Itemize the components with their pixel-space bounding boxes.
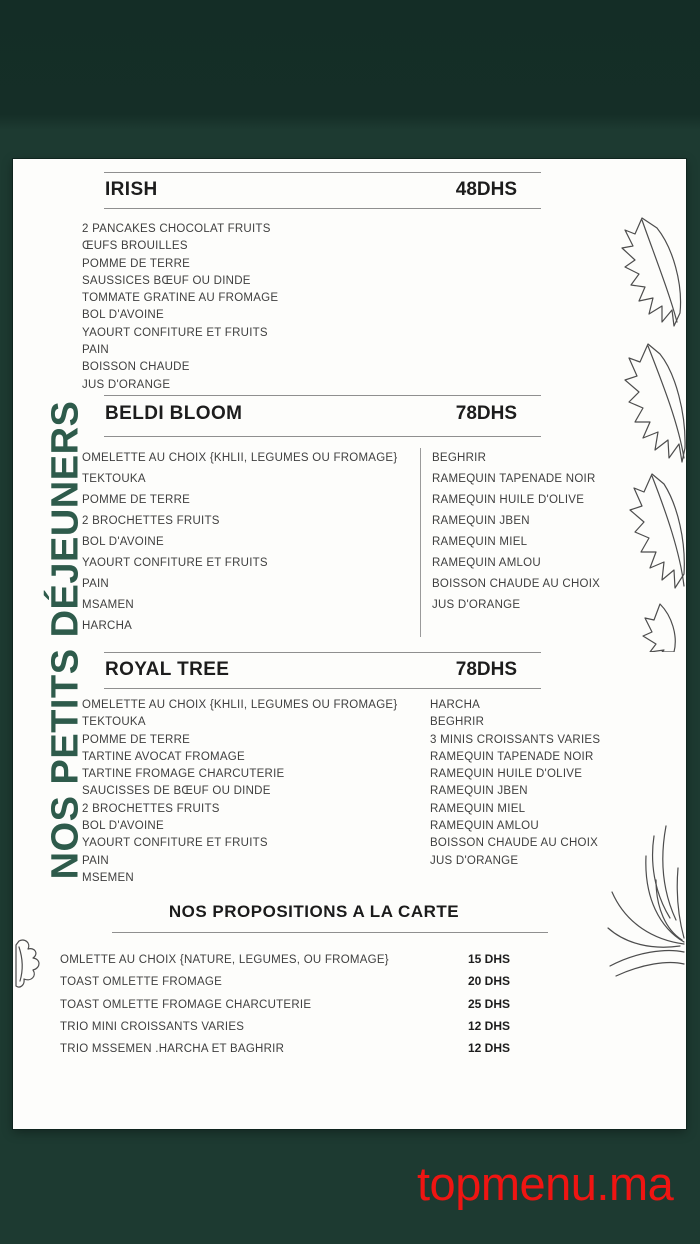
menu-row (60, 1019, 510, 1041)
menu-row-price: 12 DHS (467, 1018, 510, 1033)
rule (104, 208, 541, 209)
rule (104, 436, 541, 437)
menu-item: 2 BROCHETTES FRUITS (82, 802, 220, 815)
grass-sketch-icon (598, 820, 686, 988)
a-la-carte-rows (60, 952, 510, 1063)
section-items-left (82, 448, 397, 637)
menu-row-name: TOAST OMLETTE FROMAGE CHARCUTERIE (60, 998, 312, 1011)
menu-row-name: TRIO MINI CROISSANTS VARIES (60, 1020, 245, 1033)
menu-item: RAMEQUIN TAPENADE NOIR (430, 750, 594, 763)
menu-item: RAMEQUIN JBEN (430, 785, 528, 798)
menu-item: RAMEQUIN MIEL (432, 536, 528, 548)
menu-item: SAUSSICES BŒUF OU DINDE (82, 274, 251, 287)
menu-item: TEKTOUKA (82, 716, 146, 729)
section-items (82, 221, 278, 394)
menu-item: BOISSON CHAUDE AU CHOIX (432, 578, 601, 590)
menu-row-name: TRIO MSSEMEN .HARCHA ET BAGHRIR (60, 1043, 285, 1056)
menu-row-name: OMLETTE AU CHOIX {NATURE, LEGUMES, OU FROMAGE} (60, 954, 389, 966)
section-items-right (430, 697, 600, 870)
menu-item: RAMEQUIN JBEN (432, 515, 530, 527)
menu-row (60, 1041, 510, 1063)
menu-item: SAUCISSES DE BŒUF OU DINDE (82, 785, 271, 798)
section-price: 78DHS (455, 403, 517, 424)
small-leaf-icon (15, 937, 47, 993)
a-la-carte-title: NOS PROPOSITIONS A LA CARTE (168, 902, 460, 921)
menu-item: MSEMEN (82, 871, 134, 884)
section-items-left (82, 697, 397, 887)
section-title: ROYAL TREE (105, 659, 230, 680)
menu-item: POMME DE TERRE (82, 733, 191, 746)
menu-item: JUS D'ORANGE (432, 599, 521, 611)
column-divider (420, 448, 421, 637)
menu-item: POMME DE TERRE (82, 257, 191, 270)
watermark: topmenu.ma (417, 1157, 674, 1210)
menu-item: OMELETTE AU CHOIX {KHLII, LEGUMES OU FROMAGE} (82, 452, 398, 464)
menu-item: TEKTOUKA (82, 473, 146, 485)
section-title: BELDI BLOOM (105, 403, 243, 424)
menu-row-price: 25 DHS (467, 996, 510, 1011)
menu-row (60, 997, 510, 1019)
leaf-sketch-icon (612, 212, 686, 652)
page-title: NOS PETITS DÉJEUNERS (44, 400, 87, 880)
menu-item: BEGHRIR (432, 452, 487, 464)
menu-item: YAOURT CONFITURE ET FRUITS (82, 837, 268, 850)
menu-item: PAIN (82, 854, 109, 867)
section-price: 48DHS (455, 179, 517, 200)
menu-item: PAIN (82, 344, 109, 357)
menu-item: YAOURT CONFITURE ET FRUITS (82, 557, 268, 569)
section-items-right (432, 448, 600, 616)
menu-item: BOL D'AVOINE (82, 309, 164, 322)
menu-item: JUS D'ORANGE (82, 378, 171, 391)
menu-item: BEGHRIR (430, 716, 485, 729)
menu-item: RAMEQUIN MIEL (430, 802, 526, 815)
menu-item: 2 PANCAKES CHOCOLAT FRUITS (82, 223, 271, 235)
section-title: IRISH (105, 179, 158, 200)
background-top-band (0, 0, 700, 130)
menu-item: BOISSON CHAUDE AU CHOIX (430, 837, 599, 850)
menu-item: RAMEQUIN AMLOU (432, 557, 541, 569)
menu-page (13, 159, 686, 1129)
menu-item: POMME DE TERRE (82, 494, 191, 506)
menu-item: TARTINE AVOCAT FROMAGE (82, 750, 245, 763)
menu-row-price: 12 DHS (467, 1041, 510, 1056)
menu-row-price: 20 DHS (467, 974, 510, 989)
menu-item: YAOURT CONFITURE ET FRUITS (82, 326, 268, 339)
menu-item: JUS D'ORANGE (430, 854, 519, 867)
menu-item: RAMEQUIN HUILE D'OLIVE (430, 768, 583, 781)
menu-item: BOL D'AVOINE (82, 820, 164, 833)
rule (104, 395, 541, 396)
menu-item: MSAMEN (82, 599, 134, 611)
menu-item: RAMEQUIN AMLOU (430, 820, 539, 833)
menu-item: 2 BROCHETTES FRUITS (82, 515, 220, 527)
menu-item: BOL D'AVOINE (82, 536, 164, 548)
menu-row-price: 15 DHS (467, 952, 510, 966)
rule (104, 652, 541, 653)
menu-row-name: TOAST OMLETTE FROMAGE (60, 976, 223, 989)
menu-item: TOMMATE GRATINE AU FROMAGE (82, 292, 279, 305)
rule (104, 172, 541, 173)
menu-item: ŒUFS BROUILLES (82, 240, 188, 253)
menu-row (60, 952, 510, 974)
menu-row (60, 974, 510, 996)
menu-item: RAMEQUIN HUILE D'OLIVE (432, 494, 585, 506)
menu-item: PAIN (82, 578, 109, 590)
menu-item: HARCHA (430, 699, 481, 711)
menu-item: HARCHA (82, 620, 133, 632)
rule (112, 932, 548, 933)
rule (104, 688, 541, 689)
menu-item: OMELETTE AU CHOIX {KHLII, LEGUMES OU FROMAGE} (82, 699, 398, 711)
menu-item: RAMEQUIN TAPENADE NOIR (432, 473, 596, 485)
menu-item: BOISSON CHAUDE (82, 361, 190, 374)
menu-item: TARTINE FROMAGE CHARCUTERIE (82, 768, 285, 781)
section-price: 78DHS (455, 659, 517, 680)
menu-item: 3 MINIS CROISSANTS VARIES (430, 733, 601, 746)
